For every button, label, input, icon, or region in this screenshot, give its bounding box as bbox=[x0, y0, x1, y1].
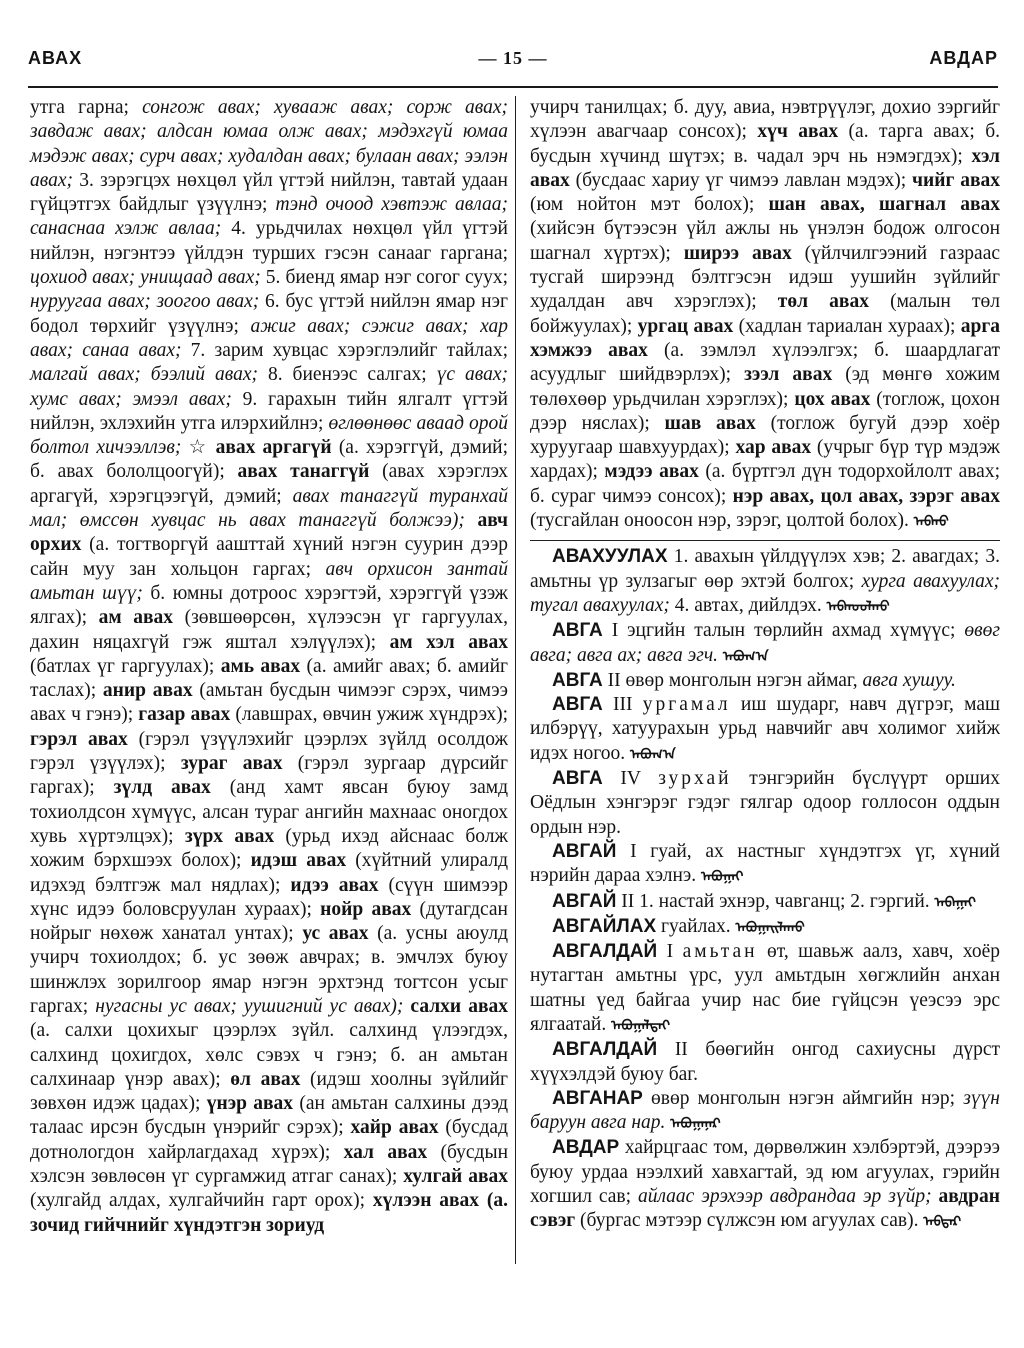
header-right-word: АВДАР bbox=[929, 48, 998, 68]
text-run: I эцгийн талын төрлийн ахмад хүмүүс; bbox=[602, 620, 965, 642]
mongol-script-word: ᠠᠪᠠᠭᠠᠢ bbox=[934, 894, 976, 911]
text-run: (сүүн шимээр хүнс идээ боловсруулан хураах); bbox=[30, 874, 509, 920]
mongol-script-word: ᠠᠪᠤᠭᠠᠢ bbox=[701, 869, 744, 886]
text-run: амь авах bbox=[220, 655, 301, 677]
text-run: шан авах, шагнал авах bbox=[768, 194, 1000, 216]
dictionary-entry bbox=[530, 693, 1000, 767]
text-run: (а. зэмлэл хүлээлгэх; б. шаардлагат асуудлыг шийдвэрлэх); bbox=[530, 339, 1000, 386]
text-run: 3. зэрэгцэх нөхцөл үйл үгтэй нийлэн, тавтай удаан гүйцэтгэх байдлыг үзүүлнэ; bbox=[30, 169, 508, 216]
text-run: идээ авах bbox=[290, 874, 379, 896]
text-run: хайр авах bbox=[350, 1117, 439, 1139]
text-run: (тоглож бугуй дээр хоёр хуруугаар шавхуурдах); bbox=[530, 412, 1000, 459]
mongol-script-word: ᠠᠪᠤᠭ᠎ᠠ bbox=[630, 746, 676, 763]
text-run: (хадлан тариалан хураах); bbox=[733, 315, 961, 337]
text-run: гуайлах. bbox=[656, 915, 736, 937]
text-run: ургамал bbox=[642, 694, 731, 716]
text-run: гэрэл авах bbox=[30, 728, 128, 750]
headword: АВГА bbox=[552, 694, 603, 716]
text-run: ам авах bbox=[98, 607, 174, 629]
text-run: ургац авах bbox=[637, 315, 734, 337]
text-run: (а. усны аюулд учирч тохиолдох; б. ус зөөж авчрах; в. эмчлэх буюу шинжлэх зорилгоор ямар нэгэн эрхтэнд тогтсон усыг гаргах; bbox=[30, 923, 509, 1017]
text-run: (тусгайлан оноосон нэр, зэрэг, цолтой болох). bbox=[530, 510, 914, 532]
text-run: нэр авах, цол авах, зэрэг авах bbox=[732, 485, 1000, 507]
right-column bbox=[530, 96, 1000, 1235]
text-run: (лавшрах, өвчин ужиж хүндрэх); bbox=[230, 704, 508, 726]
entry-separator-rule bbox=[530, 540, 1000, 541]
text-run: тэнд очоод хэвтэж авлаа; санаснаа хэлж авлаа; bbox=[30, 194, 508, 240]
text-run: төл авах bbox=[777, 291, 869, 313]
text-run: (учрыг бүр түр мэдэж хардах); bbox=[530, 437, 1000, 483]
text-run: IV bbox=[602, 768, 659, 790]
text-run: айлаас эрэхээр авдрандаа эр зүйр; bbox=[637, 1186, 932, 1208]
text-run: чийг авах bbox=[912, 169, 1000, 191]
text-run: учирч танилцах; б. дуу, авиа, нэвтрүүлэг, дохио зэргийг хүлээн авагчаар сонсох); bbox=[530, 97, 1000, 143]
text-run: (а. амийг авах; б. амийг таслах); bbox=[30, 655, 509, 702]
text-run: (гэрэл зургаар дүрсийг гаргах); bbox=[30, 753, 508, 799]
mongol-script-word: ᠠᠪᠳᠠᠷ bbox=[923, 1214, 962, 1231]
text-run: цох авах bbox=[794, 388, 871, 410]
text-run: ширээ авах bbox=[683, 242, 792, 264]
text-run: II өвөр монголын нэгэн аймаг, bbox=[602, 669, 863, 691]
text-run: I bbox=[657, 941, 683, 963]
right-entries bbox=[530, 545, 1000, 1234]
text-run: салхи авах bbox=[410, 995, 508, 1017]
text-run: 9. гарахын тийн ялгалт үгтэй нийлэн, эхлэхийн утга илэрхийлнэ; bbox=[30, 388, 508, 434]
text-run: (үйлчилгээний газраас тусгай ширээнд бэлтгэсэн идэш уушийн зүйлийг худалдан авч хэрэглэх); bbox=[530, 242, 1000, 313]
text-run: хүч авах bbox=[757, 121, 839, 143]
headword: АВГАНАР bbox=[552, 1087, 643, 1109]
text-run: өвөг авга; авга ах; авга эгч. bbox=[530, 620, 1000, 666]
text-run: 8. биенээс салгах; bbox=[257, 364, 437, 386]
text-run: (а. тогтворгүй аашттай хүний нэгэн суурин дээр сайн муу зан хольцон гаргах; bbox=[30, 534, 508, 580]
page-number: — 15 — bbox=[478, 48, 548, 68]
text-run: хал авах bbox=[343, 1141, 428, 1163]
dictionary-entry bbox=[530, 619, 1000, 669]
text-run: (а. зочид гийчнийг хүндэтгэн зориуд bbox=[30, 1190, 509, 1236]
mongol-script-word: ᠠᠪᠬᠤᠤᠯᠬᠤ bbox=[826, 598, 890, 615]
dictionary-entry bbox=[530, 1136, 1000, 1234]
text-run: тэнгэрийн бүслүүрт орших Оёдлын хэнгэрэг гэдэг гялгар одоор голлосон оддын ордын нэр. bbox=[530, 768, 1000, 838]
headword: АВГАЙ bbox=[552, 890, 617, 912]
text-run bbox=[932, 1186, 939, 1207]
text-run: нугасны ус авах; уушигний ус авах); bbox=[95, 995, 404, 1017]
text-run bbox=[465, 510, 478, 531]
column-divider bbox=[515, 96, 516, 1264]
text-run: 1. авахын үйлдүүлэх хэв; 2. авагдах; 3. амьтны үр зулзагыг өөр эхтэй болгох; bbox=[530, 546, 1000, 592]
dictionary-entry bbox=[530, 915, 1000, 940]
text-run: нойр авах bbox=[320, 898, 412, 920]
mongol-script-word: ᠠᠪᠤᠭᠠᠯᠳᠠᠢ bbox=[611, 1017, 671, 1034]
text-run: (дутагдсан нойрыг нөхөж ханатал унтах); bbox=[30, 898, 508, 945]
text-run: нуруугаа авах; зоогоо авах; bbox=[30, 291, 260, 313]
mongol-script-word: ᠠᠪᠤᠭᠠᠨᠠᠷ bbox=[670, 1116, 721, 1133]
text-run: (хүйтний улиралд идэхэд бэлтгэж мал нядлах); bbox=[30, 850, 508, 896]
page-header bbox=[28, 44, 998, 78]
text-run: хар авах bbox=[735, 437, 812, 459]
text-run: (идэш хоолны зүйлийг зөвхөн идэж цадах); bbox=[30, 1068, 508, 1115]
text-run: (эд мөнгө хожим төлөхөөр урьдчилан хэрэглэх); bbox=[530, 364, 1000, 410]
text-run: өвөр монголын нэгэн аймгийн нэр; bbox=[642, 1087, 964, 1109]
mongol-script-word: ᠠᠪᠤᠭ᠎ᠠ bbox=[722, 648, 769, 665]
text-run: авдран сэвэг bbox=[530, 1186, 1000, 1232]
text-run: мэдээ авах bbox=[604, 461, 699, 483]
dictionary-entry bbox=[530, 840, 1000, 890]
text-run: анир авах bbox=[102, 680, 193, 702]
left-column bbox=[30, 96, 508, 1238]
text-run: (урьд ихэд айснаас болж хожим бэрхшээх болох); bbox=[30, 825, 509, 872]
headword: АВГАЙЛАХ bbox=[552, 915, 657, 937]
text-run: хулгай авах bbox=[403, 1166, 508, 1188]
text-run: өл авах bbox=[230, 1068, 301, 1090]
text-run: III bbox=[602, 694, 643, 716]
text-run: авах танаггүй туранхай мал; өмссөн хувцас нь авах танаггүй болжээ); bbox=[30, 485, 508, 532]
dictionary-entry bbox=[530, 545, 1000, 619]
text-run: хайрцгаас том, дөрвөлжин хэлбэртэй, дээрээ буюу урдаа нээлхий хавхагтай, эд юм агуулах, гэрийн хогшил сав; bbox=[530, 1137, 1000, 1208]
text-run: (бургас мэтээр сүлжсэн юм агуулах сав). bbox=[575, 1210, 924, 1232]
headword: АВАХУУЛАХ bbox=[552, 546, 668, 568]
text-run: идэш авах bbox=[250, 850, 347, 872]
dictionary-entry bbox=[530, 890, 1000, 915]
text-run: ажиг авах; сэжиг авах; хар авах; санаа авах; bbox=[30, 315, 508, 361]
text-run: (а. тарга авах; б. бусдын хүчинд шүтэх; в. чадал эрч нь нэмэгдэх); bbox=[530, 121, 1001, 167]
headword: АВГАЛДАЙ bbox=[552, 1039, 658, 1061]
text-run: авах танаггүй bbox=[237, 461, 370, 483]
text-run: (батлах үг гаргуулах); bbox=[30, 655, 221, 677]
text-run: (хийсэн бүтээсэн үйл ажлы нь үнэлэн бодож олгосон шагнал хүртэх); bbox=[530, 218, 1000, 264]
text-run: зээл авах bbox=[744, 364, 833, 386]
text-run: 5. биенд ямар нэг согог суух; bbox=[260, 267, 509, 289]
text-run: шав авах bbox=[664, 412, 756, 434]
text-run: (анд хамт явсан буюу замд тохиолдсон хүмүүс, алсан тураг ангийн махнаас оногдох хувь хүртэлцэх); bbox=[30, 777, 508, 847]
text-run: 4. автах, дийлдэх. bbox=[669, 594, 827, 616]
text-run: ам хэл авах bbox=[389, 631, 508, 653]
text-run: 6. бус үгтэй нийлэн ямар нэг бодол төрхийг үзүүлнэ; bbox=[30, 291, 508, 337]
text-run: зураг авах bbox=[180, 753, 283, 775]
text-run: малгай авах; бээлий авах; bbox=[30, 364, 258, 386]
text-run: зүрх авах bbox=[184, 825, 275, 847]
text-run: цохиод авах; унищаад авах; bbox=[30, 267, 261, 289]
text-run: хэл авах bbox=[530, 145, 1000, 191]
text-run: 4. урьдчилах нөхцөл үйл үгтэй нийлэн, нэгэнтээ үйлдэн турших гэсэн санааг гаргана; bbox=[30, 218, 508, 264]
text-run: зүүн баруун авга нар. bbox=[530, 1087, 1000, 1134]
text-run: хурга авахуулах; тугал авахуулах; bbox=[530, 570, 1000, 616]
text-run: (тоглож, цохон дээр няслах); bbox=[530, 388, 1000, 434]
text-run: авч орхих bbox=[30, 510, 509, 556]
text-run: II 1. настай эхнэр, чавганц; 2. гэргий. bbox=[616, 890, 935, 912]
header-rule bbox=[28, 86, 998, 88]
text-run: авах аргагүй bbox=[215, 437, 332, 459]
headword: АВГА bbox=[552, 669, 603, 691]
text-run: үс авах; хумс авах; эмээл авах; bbox=[30, 364, 508, 410]
headword: АВГА bbox=[552, 620, 603, 642]
text-run: авга хушуу. bbox=[862, 669, 956, 691]
left-column-text bbox=[30, 96, 508, 1238]
text-run: авч орхисон зантай амьтан шүү; bbox=[30, 558, 508, 604]
text-run: (авах хэрэглэх аргагүй, хэрэгцээгүй, дэмий; bbox=[30, 461, 508, 507]
headword: АВГА bbox=[552, 768, 603, 790]
text-run: II бөөгийн онгод сахиусны дүрст хүүхэлдэй буюу баг. bbox=[530, 1039, 1000, 1085]
text-run: ☆ bbox=[181, 437, 216, 459]
right-column-continuation bbox=[530, 96, 1000, 534]
text-run: арга хэмжээ авах bbox=[530, 315, 1000, 361]
text-run: (а. бүртгэл дүн тодорхойлолт авах; б. сураг чимээ сонсох); bbox=[530, 461, 1000, 507]
headword: АВГАЛДАЙ bbox=[552, 941, 658, 963]
text-run: (амьтан бусдын чимээг сэрэх, чимээ авах ч гэнэ); bbox=[30, 680, 508, 726]
text-run: (а. салхи цохихыг цээрлэх зүйл. салхинд үлээгдэх, салхинд цохигдох, хөлс сэвэх ч гэнэ; б. ан амьтан салхинаар үнэр авах); bbox=[30, 1020, 508, 1090]
text-run: үнэр авах bbox=[206, 1093, 294, 1115]
text-run: иш шударг, навч дүгрэг, маш илбэрүү, хатуурахын урьд навчийг авч холимог хийж идэх ногоо. bbox=[530, 694, 1000, 764]
text-run: хүлээн авах bbox=[372, 1190, 480, 1212]
text-run: (бусдын хэлсэн зөвлөсөн үг сургамжид атгаг санах); bbox=[30, 1141, 508, 1188]
text-run: 7. зарим хувцас хэрэглэлийг тайлах; bbox=[181, 339, 508, 361]
text-run: зурхай bbox=[658, 768, 732, 790]
text-run: (хулгайд алдах, хулгайчийн гарт орох); bbox=[30, 1190, 373, 1212]
dictionary-entry bbox=[530, 1087, 1000, 1137]
text-run: (гэрэл үзүүлэхийг цээрлэх зүйлд осолдож гэрэл үзүүлэх); bbox=[30, 728, 508, 775]
headword: АВДАР bbox=[552, 1137, 620, 1159]
text-run: зүлд авах bbox=[113, 777, 211, 799]
text-run: амьтан bbox=[682, 941, 758, 963]
text-run: (бусдад дотнологдон хайрлагдахад хүрэх); bbox=[30, 1117, 508, 1163]
text-run: өглөөнөөс аваад орой болтол хичээллэв; bbox=[30, 412, 508, 459]
text-run: (зөвшөөрсөн, хүлээсэн үг гаргуулах, дахин няцахгүй гэж яштал хэлүүлэх); bbox=[30, 607, 508, 653]
dictionary-entry bbox=[530, 1038, 1000, 1087]
text-run: утга гарна; bbox=[30, 97, 143, 118]
text-run: (ан амьтан салхины дээд талаас ирсэн бусдын үнэрийг сэрэх); bbox=[30, 1093, 508, 1139]
text-run: (бусдаас хариу үг чимээ лавлан мэдэх); bbox=[569, 169, 913, 191]
text-run: (малын төл бойжуулах); bbox=[530, 291, 1000, 337]
text-run: I гуай, ах настныг хүндэтгэх үг, хүний нэрийн дараа хэлнэ. bbox=[530, 840, 1000, 887]
text-run: өт, шавьж аалз, хавч, хоёр нутагтан амьтны үрс, уул амьтдын хөгжлийн анхан шатны үед байгаа учир нас бие гүйцсэн үеэсээ эрс ялгаатай. bbox=[530, 941, 1001, 1035]
dictionary-entry bbox=[530, 669, 1000, 693]
dictionary-entry bbox=[530, 767, 1000, 840]
text-run: (юм нойтон мэт болох); bbox=[530, 194, 769, 216]
dictionary-entry bbox=[530, 940, 1000, 1038]
headword: АВГАЙ bbox=[552, 840, 617, 862]
text-run: газар авах bbox=[138, 704, 231, 726]
text-run: сонгож авах; хувааж авах; сорж авах; завдаж авах; алдсан юмаа олж авах; мэдэхгүй юмаа мэдэж авах; сурч авах; худалдан авах; булаан авах; ээлэн авах; bbox=[30, 97, 508, 191]
mongol-script-word: ᠠᠪᠬᠤ bbox=[913, 514, 949, 531]
text-run: (а. хэрэггүй, дэмий; б. авах бололцоогүй); bbox=[30, 437, 508, 483]
text-run: ус авах bbox=[302, 923, 369, 945]
mongol-script-word: ᠠᠪᠤᠭᠠᠢᠯᠠᠬᠤ bbox=[735, 919, 805, 936]
text-run: б. юмны дотроос хэрэгтэй, хэрэггүй үзэж ялгах); bbox=[30, 582, 508, 629]
header-left-word: АВАХ bbox=[28, 48, 83, 68]
